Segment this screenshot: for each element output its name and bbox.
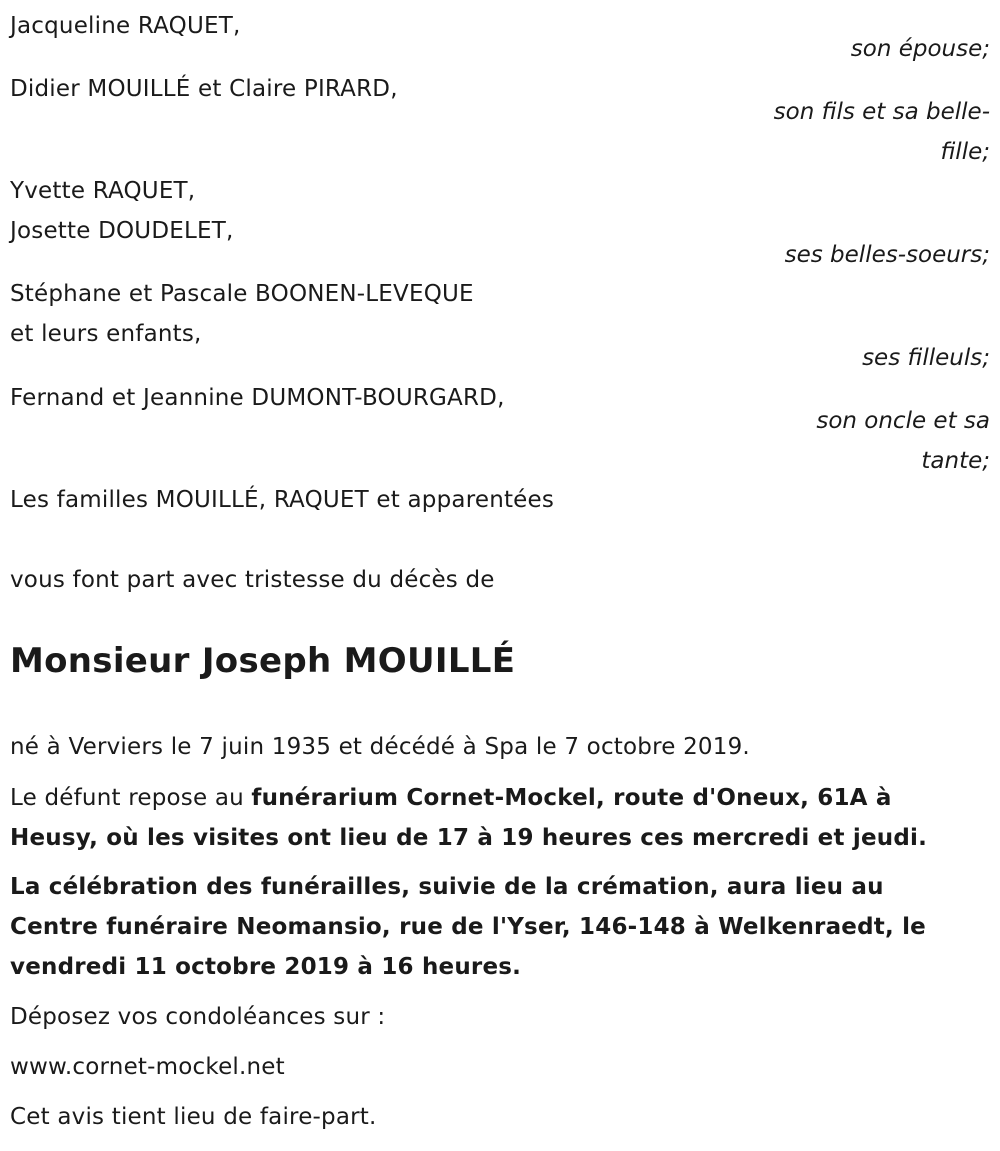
mourner-relation: son fils et sa belle-fille; (773, 99, 990, 165)
mourner-name: Josette DOUDELET, (10, 218, 234, 244)
mourner-name: Yvette RAQUET, (10, 178, 196, 204)
mourner-name: Didier MOUILLÉ et Claire PIRARD, (10, 76, 398, 102)
announcement-line: vous font part avec tristesse du décès de (10, 567, 495, 593)
mourner-name: Jacqueline RAQUET, (10, 13, 241, 39)
families-line: Les familles MOUILLÉ, RAQUET et apparentées (10, 487, 555, 513)
mourner-relation: ses belles-soeurs; (784, 242, 990, 268)
deceased-name: Monsieur Joseph MOUILLÉ (10, 641, 516, 681)
mourner-relation: son oncle et sa tante; (816, 408, 990, 474)
condolences-label: Déposez vos condoléances sur : (10, 1004, 386, 1030)
mourner-relation: ses filleuls; (862, 345, 990, 371)
ceremony-paragraph: La célébration des funérailles, suivie de la crémation, aura lieu au Centre funéraire Neomansio, rue de l'Yser, 146-148 à Welkenraedt, le vendredi 11 octobre 2019 à 16 heures. (10, 874, 926, 980)
mourner-name: Fernand et Jeannine DUMONT-BOURGARD, (10, 385, 505, 411)
mourner-relation: son épouse; (850, 36, 990, 62)
mourner-name: Stéphane et Pascale BOONEN-LEVEQUE (10, 281, 474, 307)
birth-death-line: né à Verviers le 7 juin 1935 et décédé à Spa le 7 octobre 2019. (10, 734, 750, 760)
notice-line: Cet avis tient lieu de faire-part. (10, 1104, 377, 1130)
website-link[interactable]: www.cornet-mockel.net (10, 1054, 285, 1080)
repose-details: funérarium Cornet-Mockel, route d'Oneux, 61A à Heusy, où les visites ont lieu de 17 à 19 heures ces mercredi et jeudi. (10, 785, 928, 851)
mourner-name: et leurs enfants, (10, 321, 202, 347)
repose-intro: Le défunt repose au (10, 785, 252, 811)
repose-paragraph (10, 778, 975, 858)
